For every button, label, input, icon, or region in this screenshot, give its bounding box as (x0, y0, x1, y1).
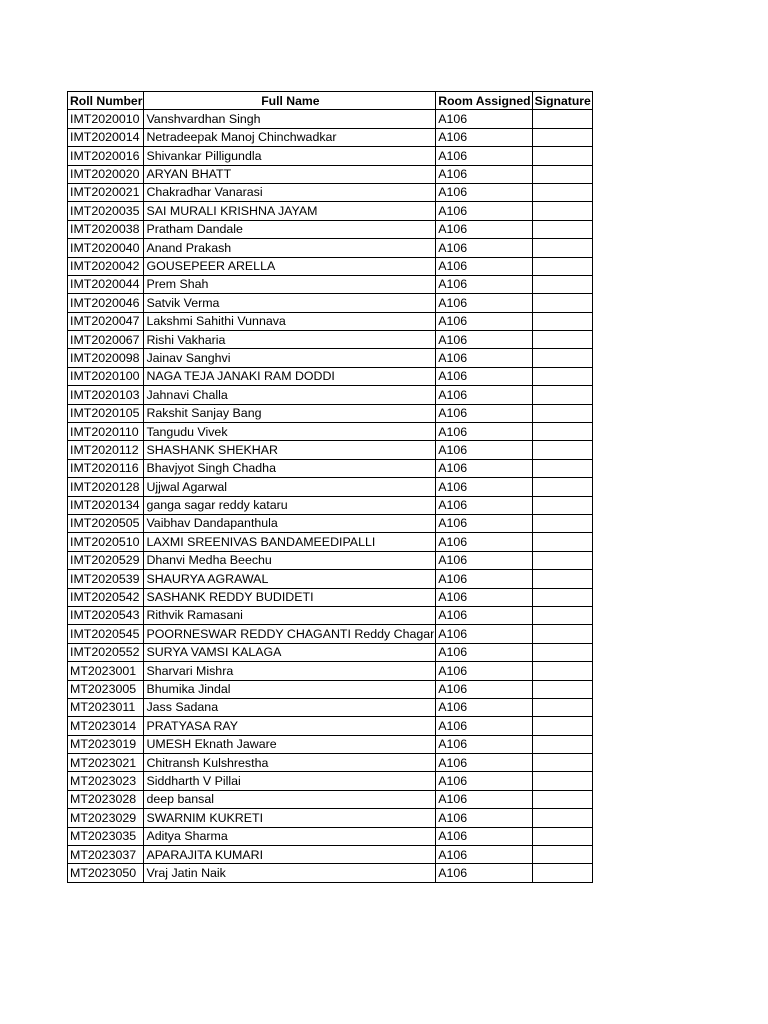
room-assigned-cell: A106 (436, 110, 532, 128)
roll-number-cell: MT2023023 (68, 772, 144, 790)
signature-cell (532, 551, 592, 569)
roll-number-cell: IMT2020116 (68, 459, 144, 477)
table-row (68, 386, 593, 404)
signature-cell (532, 754, 592, 772)
full-name-cell: Dhanvi Medha Beechu (144, 551, 436, 569)
full-name-cell: Prem Shah (144, 275, 436, 293)
full-name-cell: ARYAN BHATT (144, 165, 436, 183)
room-assigned-cell: A106 (436, 606, 532, 624)
room-assigned-cell: A106 (436, 570, 532, 588)
room-assigned-cell: A106 (436, 312, 532, 330)
table-row (68, 588, 593, 606)
room-assigned-cell: A106 (436, 735, 532, 753)
table-row (68, 735, 593, 753)
roll-number-cell: IMT2020134 (68, 496, 144, 514)
table-row (68, 220, 593, 238)
room-assigned-cell: A106 (436, 790, 532, 808)
room-assigned-cell: A106 (436, 331, 532, 349)
signature-cell (532, 662, 592, 680)
signature-cell (532, 496, 592, 514)
room-assigned-cell: A106 (436, 183, 532, 201)
room-assigned-cell: A106 (436, 514, 532, 532)
signature-cell (532, 606, 592, 624)
roll-number-cell: IMT2020112 (68, 441, 144, 459)
full-name-cell: POORNESWAR REDDY CHAGANTI Reddy Chagar (144, 625, 436, 643)
table-row (68, 680, 593, 698)
room-assigned-cell: A106 (436, 754, 532, 772)
roll-number-cell: IMT2020098 (68, 349, 144, 367)
table-row (68, 643, 593, 661)
table-row (68, 606, 593, 624)
full-name-cell: LAXMI SREENIVAS BANDAMEEDIPALLI (144, 533, 436, 551)
roll-number-cell: IMT2020529 (68, 551, 144, 569)
table-row (68, 846, 593, 864)
roll-number-cell: MT2023050 (68, 864, 144, 882)
full-name-cell: Jahnavi Challa (144, 386, 436, 404)
signature-cell (532, 790, 592, 808)
roll-number-cell: IMT2020038 (68, 220, 144, 238)
full-name-cell: Vraj Jatin Naik (144, 864, 436, 882)
roll-number-cell: IMT2020067 (68, 331, 144, 349)
table-row (68, 496, 593, 514)
room-assigned-cell: A106 (436, 827, 532, 845)
roll-number-cell: MT2023019 (68, 735, 144, 753)
full-name-cell: Netradeepak Manoj Chinchwadkar (144, 128, 436, 146)
room-assigned-cell: A106 (436, 147, 532, 165)
table-row (68, 790, 593, 808)
roll-number-cell: MT2023028 (68, 790, 144, 808)
table-row (68, 128, 593, 146)
table-row (68, 717, 593, 735)
roll-number-cell: MT2023001 (68, 662, 144, 680)
full-name-cell: Bhumika Jindal (144, 680, 436, 698)
full-name-cell: Sharvari Mishra (144, 662, 436, 680)
table-row (68, 754, 593, 772)
table-row (68, 110, 593, 128)
roll-number-cell: IMT2020035 (68, 202, 144, 220)
signature-cell (532, 698, 592, 716)
full-name-cell: ganga sagar reddy kataru (144, 496, 436, 514)
full-name-cell: APARAJITA KUMARI (144, 846, 436, 864)
room-assigned-cell: A106 (436, 257, 532, 275)
roll-number-cell: MT2023035 (68, 827, 144, 845)
header-roll-number: Roll Number (68, 92, 144, 110)
table-row (68, 864, 593, 882)
room-assigned-cell: A106 (436, 864, 532, 882)
roll-number-cell: IMT2020545 (68, 625, 144, 643)
roll-number-cell: IMT2020543 (68, 606, 144, 624)
roll-number-cell: IMT2020046 (68, 294, 144, 312)
roll-number-cell: MT2023029 (68, 809, 144, 827)
full-name-cell: Jass Sadana (144, 698, 436, 716)
roll-number-cell: IMT2020042 (68, 257, 144, 275)
roll-number-cell: IMT2020103 (68, 386, 144, 404)
table-row (68, 533, 593, 551)
signature-cell (532, 533, 592, 551)
roll-number-cell: IMT2020014 (68, 128, 144, 146)
table-row (68, 312, 593, 330)
full-name-cell: Siddharth V Pillai (144, 772, 436, 790)
header-signature: Signature (532, 92, 592, 110)
signature-cell (532, 570, 592, 588)
room-assigned-cell: A106 (436, 220, 532, 238)
full-name-cell: GOUSEPEER ARELLA (144, 257, 436, 275)
room-assigned-cell: A106 (436, 294, 532, 312)
signature-cell (532, 367, 592, 385)
room-assigned-cell: A106 (436, 643, 532, 661)
full-name-cell: PRATYASA RAY (144, 717, 436, 735)
room-assigned-cell: A106 (436, 349, 532, 367)
table-row (68, 809, 593, 827)
table-row (68, 698, 593, 716)
table-row (68, 257, 593, 275)
signature-cell (532, 717, 592, 735)
room-assigned-cell: A106 (436, 423, 532, 441)
room-assigned-cell: A106 (436, 698, 532, 716)
signature-cell (532, 386, 592, 404)
full-name-cell: Rithvik Ramasani (144, 606, 436, 624)
signature-cell (532, 514, 592, 532)
roll-number-cell: MT2023011 (68, 698, 144, 716)
table-row (68, 367, 593, 385)
signature-cell (532, 183, 592, 201)
table-row (68, 827, 593, 845)
room-assigned-cell: A106 (436, 367, 532, 385)
roll-number-cell: MT2023005 (68, 680, 144, 698)
full-name-cell: deep bansal (144, 790, 436, 808)
signature-cell (532, 625, 592, 643)
signature-cell (532, 239, 592, 257)
table-row (68, 165, 593, 183)
room-allocation-sheet (67, 91, 593, 883)
header-row (68, 92, 593, 110)
header-room-assigned: Room Assigned (436, 92, 532, 110)
full-name-cell: Anand Prakash (144, 239, 436, 257)
table-row (68, 514, 593, 532)
roll-number-cell: IMT2020542 (68, 588, 144, 606)
room-assigned-cell: A106 (436, 680, 532, 698)
full-name-cell: Shivankar Pilligundla (144, 147, 436, 165)
table-row (68, 202, 593, 220)
room-assigned-cell: A106 (436, 588, 532, 606)
signature-cell (532, 220, 592, 238)
room-assigned-cell: A106 (436, 459, 532, 477)
roll-number-cell: IMT2020100 (68, 367, 144, 385)
room-assigned-cell: A106 (436, 239, 532, 257)
signature-cell (532, 772, 592, 790)
signature-cell (532, 459, 592, 477)
signature-cell (532, 312, 592, 330)
roll-number-cell: IMT2020047 (68, 312, 144, 330)
table-row (68, 294, 593, 312)
full-name-cell: Aditya Sharma (144, 827, 436, 845)
table-header (68, 92, 593, 110)
roll-number-cell: IMT2020016 (68, 147, 144, 165)
room-assigned-cell: A106 (436, 202, 532, 220)
full-name-cell: Vaibhav Dandapanthula (144, 514, 436, 532)
room-assigned-cell: A106 (436, 717, 532, 735)
signature-cell (532, 588, 592, 606)
signature-cell (532, 809, 592, 827)
signature-cell (532, 643, 592, 661)
signature-cell (532, 147, 592, 165)
signature-cell (532, 423, 592, 441)
full-name-cell: SASHANK REDDY BUDIDETI (144, 588, 436, 606)
room-assigned-cell: A106 (436, 404, 532, 422)
signature-cell (532, 165, 592, 183)
full-name-cell: SWARNIM KUKRETI (144, 809, 436, 827)
table-row (68, 183, 593, 201)
full-name-cell: Ujjwal Agarwal (144, 478, 436, 496)
signature-cell (532, 294, 592, 312)
room-assigned-cell: A106 (436, 662, 532, 680)
table-row (68, 551, 593, 569)
room-assigned-cell: A106 (436, 386, 532, 404)
room-assigned-cell: A106 (436, 809, 532, 827)
signature-cell (532, 331, 592, 349)
roll-number-cell: IMT2020110 (68, 423, 144, 441)
room-assigned-cell: A106 (436, 275, 532, 293)
roll-number-cell: IMT2020105 (68, 404, 144, 422)
table-row (68, 275, 593, 293)
room-allocation-table (67, 91, 593, 883)
header-full-name: Full Name (144, 92, 436, 110)
roll-number-cell: IMT2020010 (68, 110, 144, 128)
table-row (68, 147, 593, 165)
signature-cell (532, 257, 592, 275)
full-name-cell: NAGA TEJA JANAKI RAM DODDI (144, 367, 436, 385)
signature-cell (532, 827, 592, 845)
room-assigned-cell: A106 (436, 551, 532, 569)
full-name-cell: Vanshvardhan Singh (144, 110, 436, 128)
room-assigned-cell: A106 (436, 533, 532, 551)
signature-cell (532, 680, 592, 698)
full-name-cell: SHAURYA AGRAWAL (144, 570, 436, 588)
room-assigned-cell: A106 (436, 625, 532, 643)
table-row (68, 459, 593, 477)
roll-number-cell: IMT2020552 (68, 643, 144, 661)
full-name-cell: SHASHANK SHEKHAR (144, 441, 436, 459)
signature-cell (532, 846, 592, 864)
signature-cell (532, 275, 592, 293)
full-name-cell: SAI MURALI KRISHNA JAYAM (144, 202, 436, 220)
signature-cell (532, 478, 592, 496)
roll-number-cell: IMT2020505 (68, 514, 144, 532)
room-assigned-cell: A106 (436, 165, 532, 183)
roll-number-cell: IMT2020020 (68, 165, 144, 183)
full-name-cell: Chitransh Kulshrestha (144, 754, 436, 772)
room-assigned-cell: A106 (436, 846, 532, 864)
table-row (68, 570, 593, 588)
table-row (68, 423, 593, 441)
full-name-cell: Bhavjyot Singh Chadha (144, 459, 436, 477)
room-assigned-cell: A106 (436, 772, 532, 790)
full-name-cell: Tangudu Vivek (144, 423, 436, 441)
signature-cell (532, 864, 592, 882)
roll-number-cell: IMT2020128 (68, 478, 144, 496)
signature-cell (532, 349, 592, 367)
signature-cell (532, 128, 592, 146)
table-body (68, 110, 593, 882)
room-assigned-cell: A106 (436, 128, 532, 146)
roll-number-cell: MT2023014 (68, 717, 144, 735)
full-name-cell: UMESH Eknath Jaware (144, 735, 436, 753)
roll-number-cell: IMT2020021 (68, 183, 144, 201)
full-name-cell: Rishi Vakharia (144, 331, 436, 349)
full-name-cell: Jainav Sanghvi (144, 349, 436, 367)
full-name-cell: Rakshit Sanjay Bang (144, 404, 436, 422)
roll-number-cell: IMT2020539 (68, 570, 144, 588)
table-row (68, 239, 593, 257)
signature-cell (532, 202, 592, 220)
full-name-cell: Lakshmi Sahithi Vunnava (144, 312, 436, 330)
table-row (68, 662, 593, 680)
table-row (68, 441, 593, 459)
roll-number-cell: MT2023037 (68, 846, 144, 864)
table-row (68, 404, 593, 422)
full-name-cell: Satvik Verma (144, 294, 436, 312)
roll-number-cell: IMT2020040 (68, 239, 144, 257)
roll-number-cell: IMT2020510 (68, 533, 144, 551)
full-name-cell: Chakradhar Vanarasi (144, 183, 436, 201)
full-name-cell: SURYA VAMSI KALAGA (144, 643, 436, 661)
room-assigned-cell: A106 (436, 478, 532, 496)
signature-cell (532, 110, 592, 128)
room-assigned-cell: A106 (436, 496, 532, 514)
roll-number-cell: MT2023021 (68, 754, 144, 772)
table-row (68, 349, 593, 367)
full-name-cell: Pratham Dandale (144, 220, 436, 238)
table-row (68, 625, 593, 643)
signature-cell (532, 735, 592, 753)
table-row (68, 772, 593, 790)
table-row (68, 478, 593, 496)
roll-number-cell: IMT2020044 (68, 275, 144, 293)
table-row (68, 331, 593, 349)
room-assigned-cell: A106 (436, 441, 532, 459)
signature-cell (532, 404, 592, 422)
signature-cell (532, 441, 592, 459)
